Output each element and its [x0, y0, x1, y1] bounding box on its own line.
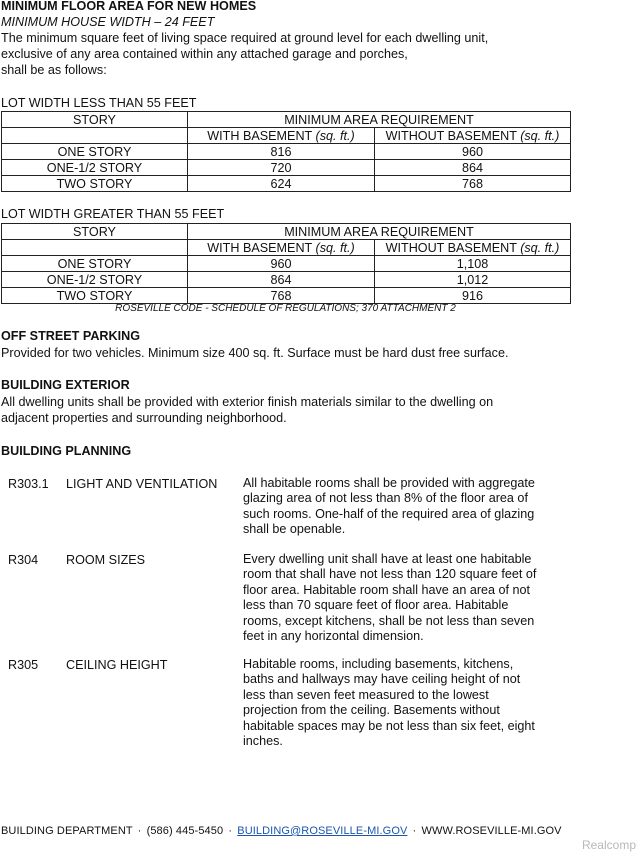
footer: BUILDING DEPARTMENT · (586) 445-5450 · BUILDING@ROSEVILLE-MI.GOV · WWW.ROSEVILLE-MI.GOV — [1, 825, 562, 837]
intro-line-2: exclusive of any area contained within any attached garage and porches, — [1, 47, 408, 61]
code-r303-1: R303.1 — [8, 477, 49, 491]
header-with-basement: WITH BASEMENT (sq. ft.) — [188, 128, 375, 144]
table-narrow-label: LOT WIDTH LESS THAN 55 FEET — [1, 96, 197, 110]
intro-line-1: The minimum square feet of living space required at ground level for each dwelling unit, — [1, 31, 489, 45]
header-min-area: MINIMUM AREA REQUIREMENT — [188, 112, 571, 128]
parking-text: Provided for two vehicles. Minimum size 400 sq. ft. Surface must be hard dust free surface. — [1, 346, 509, 360]
table-row — [2, 176, 571, 192]
cell-story: ONE-1/2 STORY — [2, 160, 188, 176]
cell-with: 768 — [188, 288, 375, 304]
header-min-area: MINIMUM AREA REQUIREMENT — [188, 224, 571, 240]
cell-story: ONE-1/2 STORY — [2, 272, 188, 288]
header-without-basement: WITHOUT BASEMENT (sq. ft.) — [375, 128, 571, 144]
footer-website: WWW.ROSEVILLE-MI.GOV — [421, 825, 562, 837]
cell-without: 960 — [375, 144, 571, 160]
footer-email-link[interactable]: BUILDING@ROSEVILLE-MI.GOV — [237, 825, 408, 837]
code-r305: R305 — [8, 658, 39, 672]
table-row — [2, 288, 571, 304]
table-row — [2, 256, 571, 272]
cell-with: 864 — [188, 272, 375, 288]
planning-heading: BUILDING PLANNING — [1, 444, 132, 458]
realcomp-watermark: Realcomp — [581, 838, 636, 852]
header-blank — [2, 240, 188, 256]
table-row — [2, 144, 571, 160]
exterior-line-2: adjacent properties and surrounding neighborhood. — [1, 411, 287, 425]
parking-heading: OFF STREET PARKING — [1, 329, 140, 343]
header-blank — [2, 128, 188, 144]
page-title: MINIMUM FLOOR AREA FOR NEW HOMES — [1, 0, 257, 13]
header-with-basement: WITH BASEMENT (sq. ft.) — [188, 240, 375, 256]
table-wide-label: LOT WIDTH GREATER THAN 55 FEET — [1, 207, 225, 221]
footer-phone: (586) 445-5450 — [146, 825, 224, 837]
code-title-ceiling-height: CEILING HEIGHT — [66, 658, 168, 672]
area-table-narrow-lot — [1, 111, 571, 192]
cell-without: 864 — [375, 160, 571, 176]
exterior-line-1: All dwelling units shall be provided with exterior finish materials similar to the dwelling on — [1, 395, 494, 409]
cell-without: 1,108 — [375, 256, 571, 272]
exterior-heading: BUILDING EXTERIOR — [1, 378, 130, 392]
cell-story: TWO STORY — [2, 288, 188, 304]
cell-with: 720 — [188, 160, 375, 176]
cell-with: 816 — [188, 144, 375, 160]
header-story: STORY — [2, 224, 188, 240]
area-table-wide-lot — [1, 223, 571, 304]
cell-story: TWO STORY — [2, 176, 188, 192]
footer-department: BUILDING DEPARTMENT — [1, 825, 133, 837]
table-row — [2, 160, 571, 176]
code-title-room-sizes: ROOM SIZES — [66, 553, 146, 567]
cell-without: 1,012 — [375, 272, 571, 288]
cell-without: 768 — [375, 176, 571, 192]
code-r304: R304 — [8, 553, 39, 567]
code-desc-light-ventilation: All habitable rooms shall be provided with aggregate glazing area of not less than 8% of the floor area of such rooms. One-half of the required area of glazing shall be openable. — [243, 476, 535, 537]
cell-with: 960 — [188, 256, 375, 272]
code-desc-ceiling-height: Habitable rooms, including basements, kitchens, baths and hallways may have ceiling height of not less than seven feet measured to the lowest projection from the ceiling. Basements without habitable spaces may be not less than six feet, eight inches. — [243, 657, 535, 749]
page-subtitle: MINIMUM HOUSE WIDTH – 24 FEET — [1, 15, 215, 29]
cell-without: 916 — [375, 288, 571, 304]
cell-story: ONE STORY — [2, 144, 188, 160]
table-row — [2, 272, 571, 288]
header-without-basement: WITHOUT BASEMENT (sq. ft.) — [375, 240, 571, 256]
cell-with: 624 — [188, 176, 375, 192]
code-desc-room-sizes: Every dwelling unit shall have at least one habitable room that shall have not less than 120 square feet of floor area. Habitable room shall have an area of not less than 70 square feet of floor area. Habitable rooms, except kitchens, shall be not less than seven feet in any horizontal dimension. — [243, 552, 537, 644]
header-story: STORY — [2, 112, 188, 128]
table-source-note: ROSEVILLE CODE - SCHEDULE OF REGULATIONS; 370 ATTACHMENT 2 — [115, 303, 456, 314]
code-title-light-ventilation: LIGHT AND VENTILATION — [66, 477, 218, 491]
cell-story: ONE STORY — [2, 256, 188, 272]
intro-line-3: shall be as follows: — [1, 63, 107, 77]
